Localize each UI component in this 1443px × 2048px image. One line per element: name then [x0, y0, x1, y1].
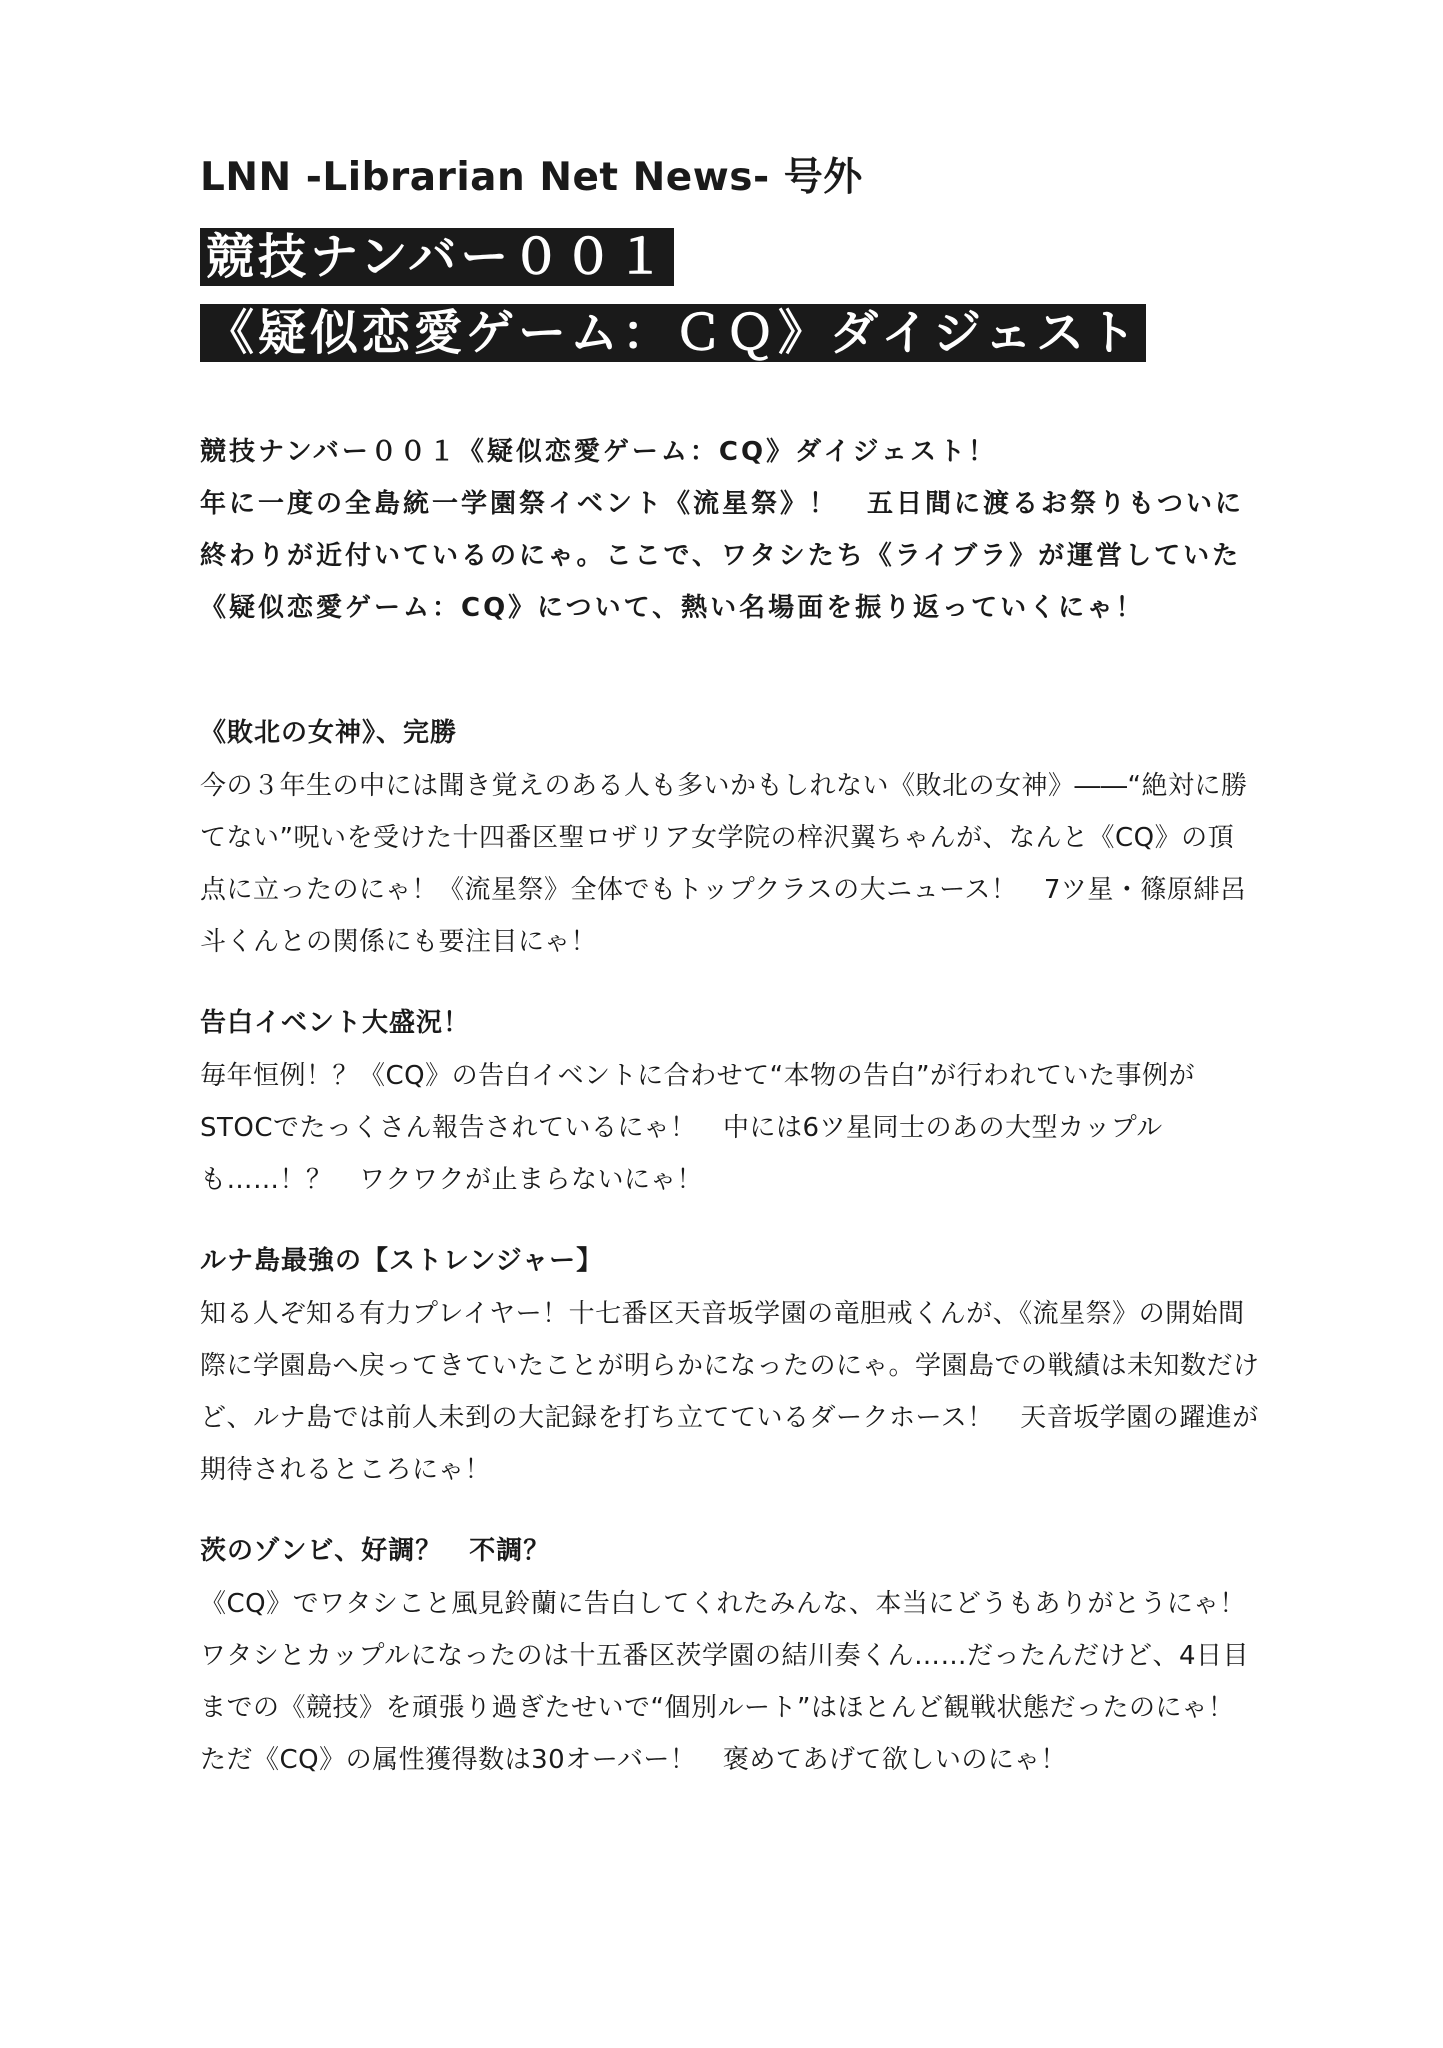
- section-body: 毎年恒例！？《CQ》の告白イベントに合わせて“本物の告白”が行われていた事例がSTOCでたっくさん報告されているにゃ！ 中には6ツ星同士のあの大型カップルも……！？ ワクワクが止まらないにゃ！: [200, 1061, 1196, 1195]
- section-confession-event: [200, 1000, 1260, 1206]
- newsletter-page: [200, 150, 1273, 1818]
- section-body: 《CQ》でワタシこと風見鈴蘭に告白してくれたみんな、本当にどうもありがとうにゃ！ ワタシとカップルになったのは十五番区茨学園の結川奏くん……だったんだけど、4日目までの《競技》を頑張り過ぎたせいで“個別ルート”はほとんど観戦状態だったのにゃ！ ただ《CQ》の属性獲得数は30オーバー！ 褒めてあげて欲しいのにゃ！: [200, 1589, 1273, 1775]
- section-goddess-of-defeat: [200, 710, 1260, 968]
- section-heading: 告白イベント大盛況！: [200, 1008, 471, 1038]
- masthead: LNN -Librarian Net News- 号外: [200, 155, 863, 200]
- headline-block: [200, 228, 1260, 362]
- section-body: 知る人ぞ知る有力プレイヤー！十七番区天音坂学園の竜胆戒くんが、《流星祭》の開始間際に学園島へ戻ってきていたことが明らかになったのにゃ。学園島での戦績は未知数だけど、ルナ島では前人未到の大記録を打ち立てているダークホース！ 天音坂学園の躍進が期待されるところにゃ！: [200, 1299, 1260, 1485]
- headline-line-2: 《疑似恋愛ゲーム：ＣＱ》ダイジェスト: [200, 304, 1146, 362]
- section-heading: 《敗北の女神》、完勝: [200, 718, 458, 748]
- section-body: 今の３年生の中には聞き覚えのある人も多いかもしれない《敗北の女神》――“絶対に勝てない”呪いを受けた十四番区聖ロザリア女学院の梓沢翼ちゃんが、なんと《CQ》の頂点に立ったのにゃ！《流星祭》全体でもトップクラスの大ニュース！ 7ツ星・篠原緋呂斗くんとの関係にも要注目にゃ！: [200, 771, 1248, 957]
- section-heading: ルナ島最強の【ストレンジャー】: [200, 1246, 604, 1276]
- section-heading: 茨のゾンビ、好調？ 不調？: [200, 1536, 551, 1566]
- headline-line-1: 競技ナンバー００１: [200, 228, 674, 286]
- lead-text: 競技ナンバー００１《疑似恋愛ゲーム：CQ》ダイジェスト！ 年に一度の全島統一学園祭イベント《流星祭》！ 五日間に渡るお祭りもついに終わりが近付いているのにゃ。ここで、ワタシたち《ライブラ》が運営していた《疑似恋愛ゲーム：CQ》について、熱い名場面を振り返っていくにゃ！: [200, 437, 1245, 623]
- section-stranger: [200, 1238, 1260, 1496]
- section-ibara-zombie: [200, 1528, 1273, 1786]
- article-sections: [200, 710, 1273, 1786]
- lead-paragraph: [200, 426, 1260, 634]
